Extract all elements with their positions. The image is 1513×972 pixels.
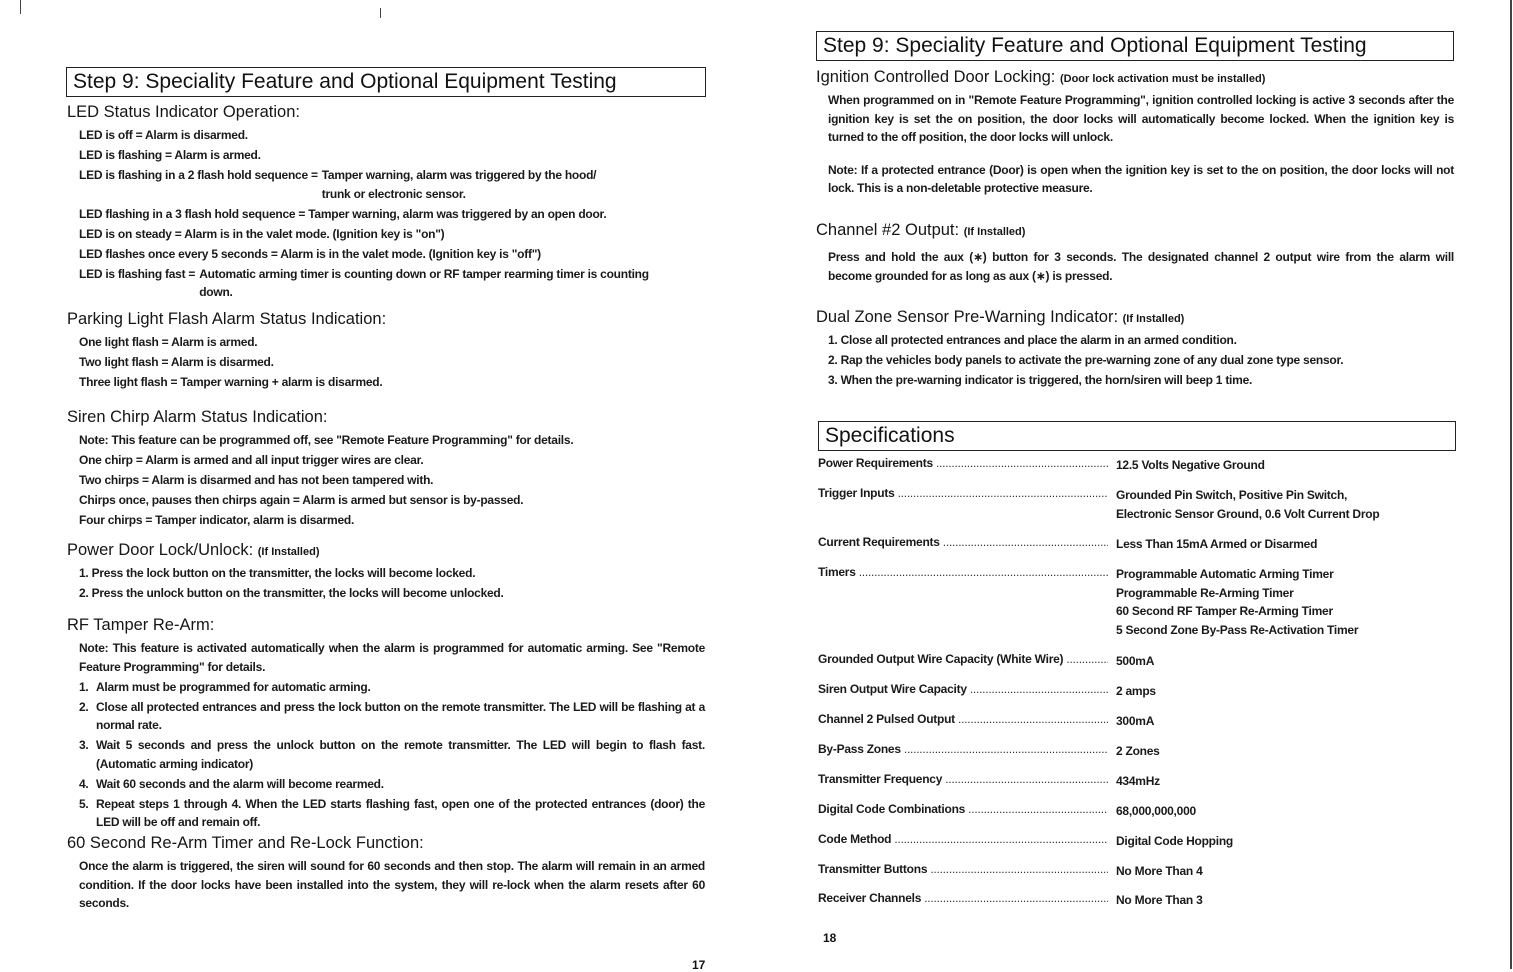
spec-value: 2 Zones bbox=[1116, 744, 1160, 758]
spec-name: Digital Code Combinations ..... bbox=[818, 802, 1108, 816]
scan-mark bbox=[380, 8, 381, 18]
page-number: 17 bbox=[692, 958, 706, 972]
text-line bbox=[79, 166, 705, 203]
siren-section bbox=[67, 408, 705, 531]
section-heading: Siren Chirp Alarm Status Indication: bbox=[67, 408, 328, 426]
spec-value: Digital Code Hopping bbox=[1116, 834, 1233, 848]
spec-value: 2 amps bbox=[1116, 684, 1156, 698]
spec-value: Programmable Automatic Arming Timer bbox=[1116, 567, 1334, 581]
paragraph: Press and hold the aux (∗) button for 3 seconds. The designated channel 2 output wire from the alarm will become grounded for as long as aux (∗) is pressed. bbox=[828, 250, 1454, 283]
list-item bbox=[79, 736, 705, 773]
text-line: Two chirps = Alarm is disarmed and has not been tampered with. bbox=[79, 473, 434, 487]
parking-section bbox=[67, 310, 705, 393]
list-item: 3. When the pre-warning indicator is triggered, the horn/siren will beep 1 time. bbox=[828, 373, 1253, 387]
list-item: 2. Press the unlock button on the transmitter, the locks will become unlocked. bbox=[79, 586, 504, 600]
channel2-section bbox=[816, 221, 1454, 287]
spec-value: No More Than 4 bbox=[1116, 864, 1203, 878]
spec-name: Siren Output Wire Capacity ..... bbox=[818, 682, 1108, 696]
text-line: Three light flash = Tamper warning + alarm is disarmed. bbox=[79, 375, 383, 389]
section-heading: 60 Second Re-Arm Timer and Re-Lock Function: bbox=[67, 834, 424, 852]
line-continuation: trunk or electronic sensor. bbox=[321, 186, 466, 201]
note-paragraph: Note: If a protected entrance (Door) is open when the ignition key is set to the on position, the door locks will not lock. This is a non-deletable protective measure. bbox=[828, 162, 1454, 195]
text-line: LED flashing in a 3 flash hold sequence = Tamper warning, alarm was triggered by an open door. bbox=[79, 206, 607, 221]
specifications-title-box: Specifications bbox=[818, 421, 1456, 451]
spec-value: Electronic Sensor Ground, 0.6 Volt Current Drop bbox=[1116, 506, 1380, 521]
door-lock-section bbox=[67, 541, 705, 604]
item-text: Wait 5 seconds and press the unlock button on the remote transmitter. The LED will begin to flash fast. (Automatic arming indicator) bbox=[96, 738, 705, 771]
spec-value: 12.5 Volts Negative Ground bbox=[1116, 458, 1265, 472]
spec-name: Transmitter Frequency ..... bbox=[818, 772, 1108, 786]
spec-name: Transmitter Buttons ..... bbox=[818, 862, 1108, 876]
list-item bbox=[79, 795, 705, 832]
spec-value: 434mHz bbox=[1116, 774, 1160, 788]
section-heading bbox=[816, 68, 1454, 87]
item-number: 1. bbox=[79, 679, 89, 694]
spec-value: Programmable Re-Arming Timer bbox=[1116, 585, 1294, 600]
item-number: 3. bbox=[79, 738, 89, 752]
heading-text: Channel #2 Output: bbox=[816, 221, 960, 239]
spec-name: Grounded Output Wire Capacity (White Wire) ..... bbox=[818, 652, 1108, 666]
list-item: 2. Rap the vehicles body panels to activate the pre-warning zone of any dual zone type sensor. bbox=[828, 353, 1344, 367]
spec-value: Less Than 15mA Armed or Disarmed bbox=[1116, 537, 1318, 551]
heading-text: Power Door Lock/Unlock: bbox=[67, 541, 254, 559]
line-text: Automatic arming timer is counting down or RF tamper rearming timer is counting bbox=[199, 266, 649, 281]
heading-note: (If Installed) bbox=[963, 226, 1026, 238]
text-line: LED is on steady = Alarm is in the valet mode. (Ignition key is "on") bbox=[79, 226, 445, 241]
heading-text: Ignition Controlled Door Locking: bbox=[816, 68, 1056, 86]
spec-value: No More Than 3 bbox=[1116, 893, 1203, 907]
spec-name: Channel 2 Pulsed Output ..... bbox=[818, 712, 1108, 726]
spec-name: Receiver Channels ..... bbox=[818, 891, 1108, 905]
step-title-box: Step 9: Speciality Feature and Optional Equipment Testing bbox=[66, 67, 706, 97]
text-line bbox=[79, 265, 705, 302]
list-item: 1. Close all protected entrances and place the alarm in an armed condition. bbox=[828, 333, 1237, 347]
item-text: Close all protected entrances and press the lock button on the remote transmitter. The LED will be flashing at a normal rate. bbox=[96, 699, 705, 732]
led-section bbox=[67, 103, 705, 303]
spec-name: Trigger Inputs ..... bbox=[818, 486, 1108, 500]
right-page bbox=[760, 0, 1513, 969]
item-text: Alarm must be programmed for automatic arming. bbox=[96, 679, 371, 694]
text-line: One light flash = Alarm is armed. bbox=[79, 335, 258, 349]
spec-name: By-Pass Zones ..... bbox=[818, 742, 1108, 756]
note-line: Note: This feature can be programmed off, see "Remote Feature Programming" for details. bbox=[79, 433, 574, 447]
section-heading bbox=[816, 308, 1454, 327]
heading-note: (If Installed) bbox=[1122, 313, 1185, 325]
section-heading bbox=[67, 541, 705, 560]
line-text: Tamper warning, alarm was triggered by the hood/ bbox=[321, 168, 597, 182]
rf-tamper-section bbox=[67, 616, 705, 833]
section-heading bbox=[816, 221, 1454, 240]
heading-note: (Door lock activation must be installed) bbox=[1059, 73, 1266, 85]
text-line: LED is flashing = Alarm is armed. bbox=[79, 148, 261, 162]
spec-value: 60 Second RF Tamper Re-Arming Timer bbox=[1116, 604, 1333, 618]
heading-note: (If Installed) bbox=[257, 546, 320, 558]
rearm-section bbox=[67, 834, 705, 914]
line-prefix: LED is flashing in a 2 flash hold sequence = bbox=[79, 168, 318, 182]
spec-value: 68,000,000,000 bbox=[1116, 804, 1196, 818]
item-text: Repeat steps 1 through 4. When the LED starts flashing fast, open one of the protected entrances (door) the LED will be off and remain off. bbox=[96, 796, 705, 829]
spec-name: Code Method ..... bbox=[818, 832, 1108, 846]
list-item bbox=[79, 775, 705, 794]
section-heading: RF Tamper Re-Arm: bbox=[67, 616, 215, 634]
page-number: 18 bbox=[823, 931, 837, 945]
spec-name: Current Requirements ..... bbox=[818, 535, 1108, 549]
section-heading: LED Status Indicator Operation: bbox=[67, 103, 300, 121]
item-number: 2. bbox=[79, 699, 89, 714]
list-item: 1. Press the lock button on the transmitter, the locks will become locked. bbox=[79, 566, 476, 580]
list-item bbox=[79, 678, 705, 697]
dual-zone-section bbox=[816, 308, 1454, 391]
spec-value: 5 Second Zone By-Pass Re-Activation Timer bbox=[1116, 622, 1359, 637]
item-text: Wait 60 seconds and the alarm will become rearmed. bbox=[96, 776, 384, 791]
line-prefix: LED is flashing fast = bbox=[79, 266, 196, 281]
spec-name: Power Requirements ..... bbox=[818, 456, 1108, 470]
ignition-section bbox=[816, 68, 1454, 199]
text-line: Chirps once, pauses then chirps again = Alarm is armed but sensor is by-passed. bbox=[79, 493, 524, 507]
list-item bbox=[79, 698, 705, 735]
spec-value: 300mA bbox=[1116, 714, 1155, 728]
page-edge-line bbox=[1510, 0, 1512, 969]
text-line: LED flashes once every 5 seconds = Alarm is in the valet mode. (Ignition key is "off") bbox=[79, 246, 541, 261]
item-number: 5. bbox=[79, 796, 89, 811]
spec-value: 500mA bbox=[1116, 654, 1155, 668]
text-line: Two light flash = Alarm is disarmed. bbox=[79, 355, 274, 369]
item-number: 4. bbox=[79, 776, 89, 791]
paragraph: Once the alarm is triggered, the siren will sound for 60 seconds and then stop. The alarm will remain in an armed condition. If the door locks have been installed into the system, they will re-lock when the alarm resets after 60 seconds. bbox=[79, 859, 705, 910]
text-line: LED is off = Alarm is disarmed. bbox=[79, 128, 248, 142]
spec-value: Grounded Pin Switch, Positive Pin Switch, bbox=[1116, 488, 1348, 502]
section-heading: Parking Light Flash Alarm Status Indication: bbox=[67, 310, 387, 328]
spec-name: Timers ..... bbox=[818, 565, 1108, 579]
line-continuation: down. bbox=[199, 285, 233, 299]
text-line: One chirp = Alarm is armed and all input trigger wires are clear. bbox=[79, 453, 424, 467]
heading-text: Dual Zone Sensor Pre-Warning Indicator: bbox=[816, 308, 1119, 326]
scan-mark bbox=[20, 0, 21, 14]
text-line: Four chirps = Tamper indicator, alarm is disarmed. bbox=[79, 513, 355, 527]
note-line: Note: This feature is activated automatically when the alarm is programmed for automatic arming. See "Remote Feature Programming" for details. bbox=[79, 641, 705, 674]
paragraph: When programmed on in "Remote Feature Programming", ignition controlled locking is active 3 seconds after the ignition key is set the on position, the door locks will automatically become locked. When the ignition key is turned to the off position, the door locks will unlock. bbox=[828, 93, 1454, 144]
step-title-box: Step 9: Speciality Feature and Optional Equipment Testing bbox=[816, 31, 1454, 61]
